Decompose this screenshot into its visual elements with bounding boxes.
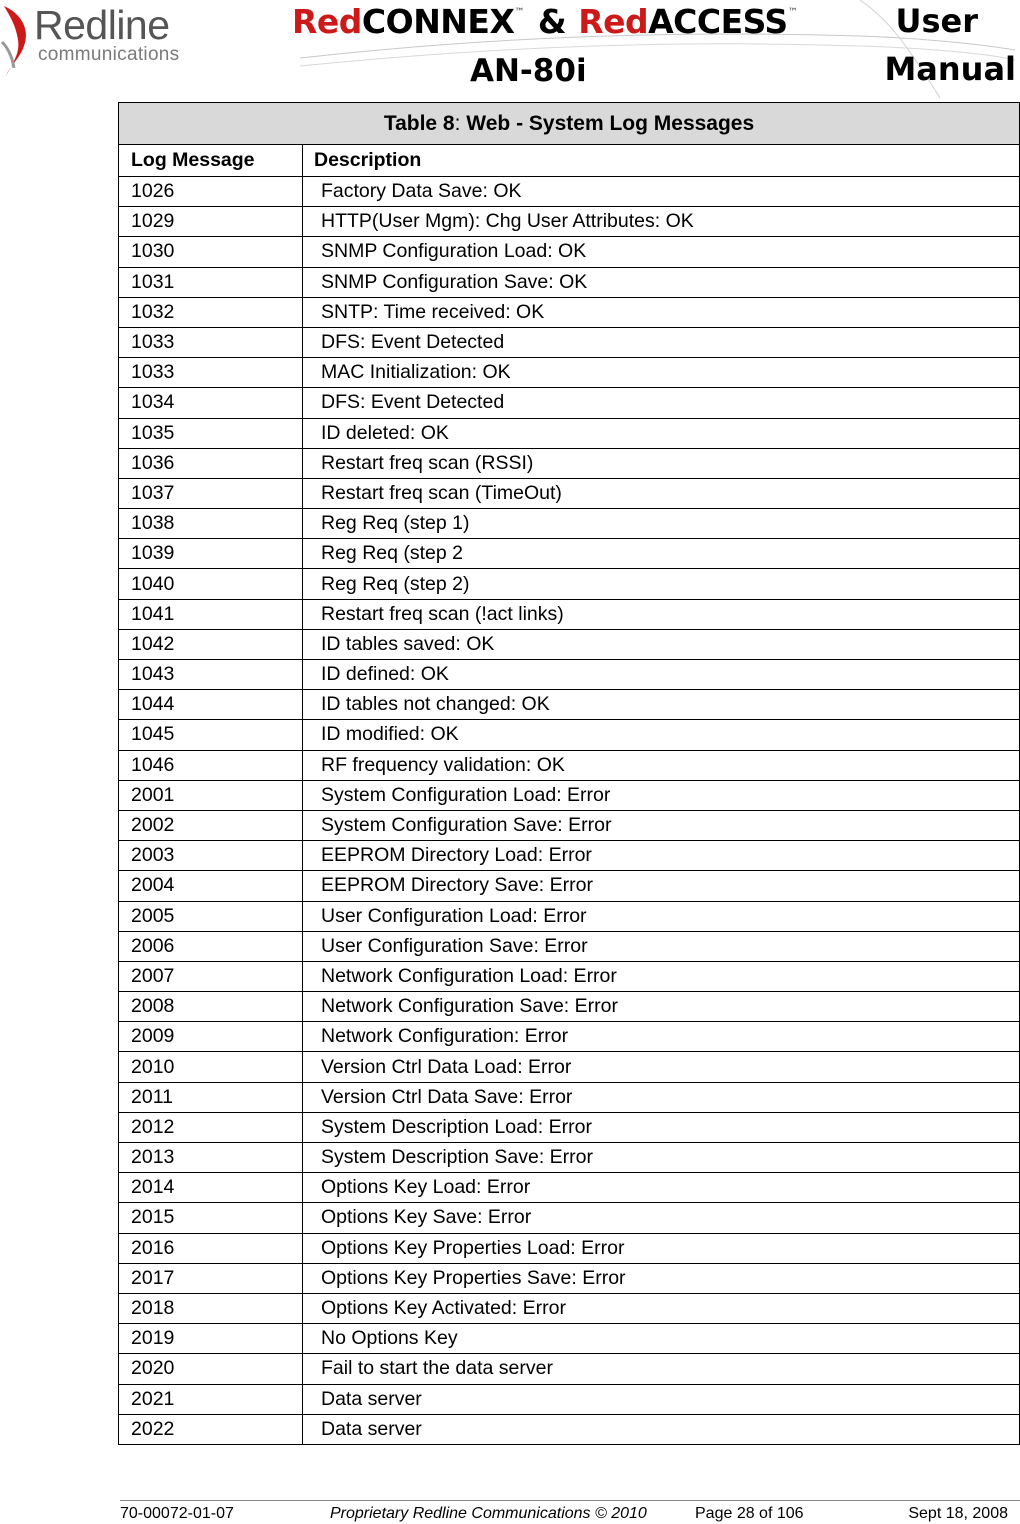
footer-date: Sept 18, 2008 (908, 1505, 1008, 1522)
log-message-description: Options Key Properties Save: Error (303, 1263, 1020, 1293)
table-row (119, 690, 1020, 720)
log-message-code: 2005 (119, 901, 303, 931)
table-row (119, 961, 1020, 991)
table-row (119, 599, 1020, 629)
log-message-description: Data server (303, 1414, 1020, 1444)
log-message-description: Factory Data Save: OK (303, 177, 1020, 207)
logo-company-name: Redline (34, 2, 170, 48)
footer-doc-number: 70-00072-01-07 (120, 1505, 234, 1522)
log-message-description: ID tables not changed: OK (303, 690, 1020, 720)
log-message-description: DFS: Event Detected (303, 388, 1020, 418)
log-message-code: 1046 (119, 750, 303, 780)
table-row (119, 1233, 1020, 1263)
log-message-code: 1026 (119, 177, 303, 207)
log-message-description: SNMP Configuration Load: OK (303, 237, 1020, 267)
log-message-description: Version Ctrl Data Load: Error (303, 1052, 1020, 1082)
table-caption (119, 103, 1020, 145)
log-message-description: ID tables saved: OK (303, 629, 1020, 659)
log-message-code: 1043 (119, 660, 303, 690)
log-message-description: Network Configuration Save: Error (303, 992, 1020, 1022)
table-row (119, 992, 1020, 1022)
log-message-code: 2008 (119, 992, 303, 1022)
log-message-code: 1030 (119, 237, 303, 267)
log-message-code: 2022 (119, 1414, 303, 1444)
log-message-code: 1041 (119, 599, 303, 629)
log-message-code: 1032 (119, 297, 303, 327)
table-caption-title: Web - System Log Messages (466, 111, 755, 135)
log-message-description: HTTP(User Mgm): Chg User Attributes: OK (303, 207, 1020, 237)
log-message-code: 2012 (119, 1112, 303, 1142)
log-message-description: Options Key Load: Error (303, 1173, 1020, 1203)
log-message-description: SNTP: Time received: OK (303, 297, 1020, 327)
table-row (119, 841, 1020, 871)
log-message-description: Restart freq scan (TimeOut) (303, 478, 1020, 508)
log-message-code: 2009 (119, 1022, 303, 1052)
logo-company-tagline: communications (38, 44, 180, 65)
log-message-code: 1035 (119, 418, 303, 448)
product2-black-part: ACCESS (648, 2, 788, 41)
log-message-description: User Configuration Save: Error (303, 931, 1020, 961)
table-row (119, 569, 1020, 599)
log-message-code: 1029 (119, 207, 303, 237)
log-message-description: Reg Req (step 1) (303, 509, 1020, 539)
table-row (119, 177, 1020, 207)
log-message-code: 1034 (119, 388, 303, 418)
title-manual: Manual (884, 50, 1016, 88)
table-row (119, 1384, 1020, 1414)
table-row (119, 207, 1020, 237)
table-row (119, 1414, 1020, 1444)
log-message-description: ID deleted: OK (303, 418, 1020, 448)
redline-logo (0, 2, 205, 82)
table-row (119, 1203, 1020, 1233)
log-message-code: 2020 (119, 1354, 303, 1384)
log-message-code: 2011 (119, 1082, 303, 1112)
log-message-code: 2007 (119, 961, 303, 991)
table-row (119, 1324, 1020, 1354)
product1-trademark: ™ (514, 7, 524, 18)
log-message-code: 2004 (119, 871, 303, 901)
product-names (292, 2, 797, 41)
product1-red-part: Red (292, 2, 362, 41)
table-row (119, 1082, 1020, 1112)
log-message-code: 2010 (119, 1052, 303, 1082)
log-message-description: Data server (303, 1384, 1020, 1414)
log-message-code: 2018 (119, 1293, 303, 1323)
log-message-description: System Description Load: Error (303, 1112, 1020, 1142)
table-row (119, 629, 1020, 659)
table-row (119, 1293, 1020, 1323)
log-message-code: 2016 (119, 1233, 303, 1263)
table-row (119, 388, 1020, 418)
product1-black-part: CONNEX (361, 2, 515, 41)
log-message-code: 2014 (119, 1173, 303, 1203)
log-message-code: 1033 (119, 358, 303, 388)
table-row (119, 327, 1020, 357)
log-message-description: Network Configuration: Error (303, 1022, 1020, 1052)
table-row (119, 720, 1020, 750)
log-message-description: User Configuration Load: Error (303, 901, 1020, 931)
log-message-description: Reg Req (step 2) (303, 569, 1020, 599)
log-message-code: 2019 (119, 1324, 303, 1354)
table-row (119, 418, 1020, 448)
table-row (119, 1173, 1020, 1203)
table-row (119, 660, 1020, 690)
table-row (119, 901, 1020, 931)
product2-trademark: ™ (787, 7, 798, 18)
log-message-description: RF frequency validation: OK (303, 750, 1020, 780)
log-message-code: 2002 (119, 810, 303, 840)
log-message-description: DFS: Event Detected (303, 327, 1020, 357)
log-message-description: Options Key Activated: Error (303, 1293, 1020, 1323)
log-message-description: System Description Save: Error (303, 1143, 1020, 1173)
table-caption-sep: : (454, 111, 467, 135)
page-header (0, 0, 1020, 100)
table-row (119, 750, 1020, 780)
log-message-code: 1040 (119, 569, 303, 599)
log-message-description: System Configuration Load: Error (303, 780, 1020, 810)
ampersand: & (537, 2, 567, 41)
table-row (119, 448, 1020, 478)
table-row (119, 1263, 1020, 1293)
table-row (119, 871, 1020, 901)
log-message-description: Options Key Save: Error (303, 1203, 1020, 1233)
log-message-description: MAC Initialization: OK (303, 358, 1020, 388)
table-row (119, 780, 1020, 810)
log-message-description: ID modified: OK (303, 720, 1020, 750)
table-row (119, 1022, 1020, 1052)
table-row (119, 931, 1020, 961)
log-message-code: 1033 (119, 327, 303, 357)
table-row (119, 237, 1020, 267)
table-caption-prefix: Table 8 (383, 111, 455, 135)
table-row (119, 478, 1020, 508)
log-message-code: 1042 (119, 629, 303, 659)
table-row (119, 1143, 1020, 1173)
table-row (119, 1052, 1020, 1082)
table-row (119, 267, 1020, 297)
table-row (119, 810, 1020, 840)
log-message-code: 2001 (119, 780, 303, 810)
log-message-description: Restart freq scan (!act links) (303, 599, 1020, 629)
log-message-code: 1044 (119, 690, 303, 720)
log-message-code: 2015 (119, 1203, 303, 1233)
column-header-log-message: Log Message (119, 145, 303, 177)
table-row (119, 1354, 1020, 1384)
log-message-code: 1037 (119, 478, 303, 508)
footer-divider (120, 1500, 1020, 1501)
log-message-description: SNMP Configuration Save: OK (303, 267, 1020, 297)
log-message-code: 2021 (119, 1384, 303, 1414)
log-message-description: ID defined: OK (303, 660, 1020, 690)
footer-proprietary: Proprietary Redline Communications © 2010 (330, 1505, 647, 1522)
log-message-code: 1039 (119, 539, 303, 569)
log-message-description: System Configuration Save: Error (303, 810, 1020, 840)
log-message-description: Fail to start the data server (303, 1354, 1020, 1384)
log-message-code: 1031 (119, 267, 303, 297)
title-user: User (895, 2, 978, 40)
log-message-code: 1036 (119, 448, 303, 478)
footer-page-number: Page 28 of 106 (695, 1505, 804, 1522)
log-message-description: EEPROM Directory Save: Error (303, 871, 1020, 901)
log-message-description: No Options Key (303, 1324, 1020, 1354)
log-message-code: 2006 (119, 931, 303, 961)
log-message-code: 2017 (119, 1263, 303, 1293)
table-row (119, 297, 1020, 327)
log-messages-table (118, 102, 1020, 1445)
log-message-description: Version Ctrl Data Save: Error (303, 1082, 1020, 1112)
log-message-description: Network Configuration Load: Error (303, 961, 1020, 991)
product2-red-part: Red (578, 2, 649, 41)
table-row (119, 509, 1020, 539)
log-message-code: 2013 (119, 1143, 303, 1173)
log-message-description: EEPROM Directory Load: Error (303, 841, 1020, 871)
log-message-code: 1038 (119, 509, 303, 539)
log-message-description: Restart freq scan (RSSI) (303, 448, 1020, 478)
column-header-description: Description (303, 145, 1020, 177)
log-message-description: Options Key Properties Load: Error (303, 1233, 1020, 1263)
table-row (119, 1112, 1020, 1142)
table-row (119, 358, 1020, 388)
log-message-code: 2003 (119, 841, 303, 871)
table-row (119, 539, 1020, 569)
table-body (119, 177, 1020, 1445)
log-message-code: 1045 (119, 720, 303, 750)
log-message-description: Reg Req (step 2 (303, 539, 1020, 569)
model-name: AN-80i (470, 53, 587, 89)
